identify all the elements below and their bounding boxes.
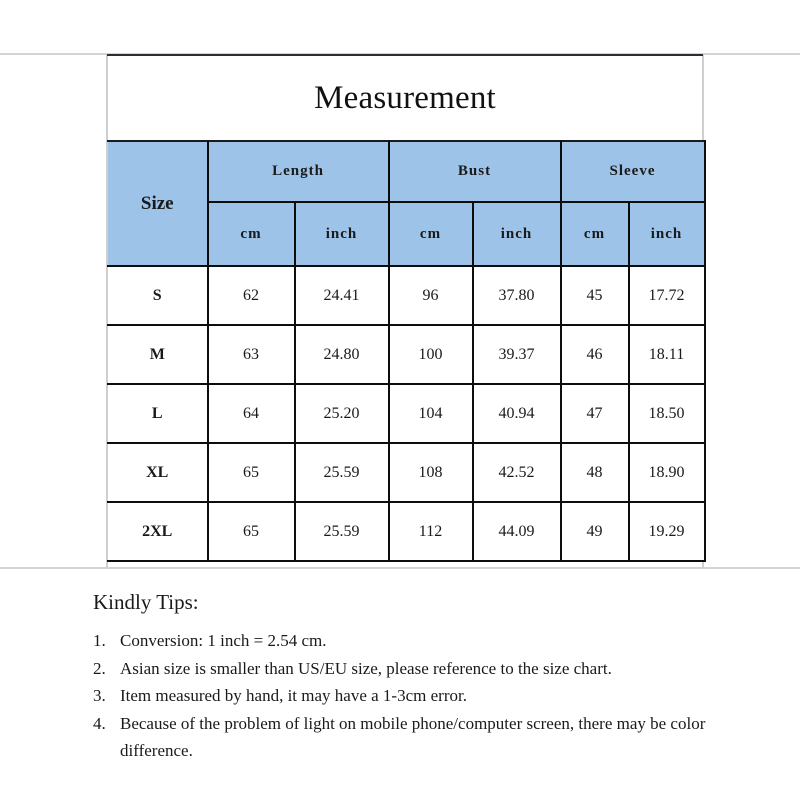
sleeve-cm-cell: 48 <box>561 443 629 502</box>
sleeve-inch-cell: 17.72 <box>629 266 705 325</box>
title-box <box>107 54 703 140</box>
bottom-divider <box>0 567 800 569</box>
page-title: Measurement <box>314 79 496 116</box>
size-chart-table <box>107 140 706 562</box>
length-cm-cell: 63 <box>208 325 295 384</box>
header-sleeve-inch: inch <box>629 202 705 266</box>
header-row-groups <box>108 141 705 202</box>
bust-cm-cell: 108 <box>389 443 473 502</box>
length-cm-cell: 65 <box>208 502 295 561</box>
bust-inch-cell: 44.09 <box>473 502 561 561</box>
tip-item <box>93 655 773 683</box>
header-bust: Bust <box>389 141 561 202</box>
tip-text: Asian size is smaller than US/EU size, please reference to the size chart. <box>120 658 612 678</box>
length-inch-cell: 24.80 <box>295 325 389 384</box>
sleeve-inch-cell: 18.50 <box>629 384 705 443</box>
tip-number: 2. <box>93 658 106 678</box>
sleeve-inch-cell: 18.90 <box>629 443 705 502</box>
tip-number: 1. <box>93 631 106 650</box>
header-bust-cm: cm <box>389 202 473 266</box>
bust-cm-cell: 112 <box>389 502 473 561</box>
tip-item <box>93 627 773 655</box>
sleeve-cm-cell: 49 <box>561 502 629 561</box>
tip-number: 4. <box>93 713 106 733</box>
size-cell: S <box>108 266 208 325</box>
kindly-tips <box>93 590 773 765</box>
header-sleeve-cm: cm <box>561 202 629 266</box>
table-row <box>108 325 705 384</box>
header-bust-inch: inch <box>473 202 561 266</box>
sleeve-inch-cell: 19.29 <box>629 502 705 561</box>
size-cell: L <box>108 384 208 443</box>
sleeve-cm-cell: 46 <box>561 325 629 384</box>
sleeve-cm-cell: 47 <box>561 384 629 443</box>
bust-cm-cell: 104 <box>389 384 473 443</box>
length-inch-cell: 25.59 <box>295 502 389 561</box>
size-cell: XL <box>108 443 208 502</box>
sleeve-inch-cell: 18.11 <box>629 325 705 384</box>
length-cm-cell: 64 <box>208 384 295 443</box>
table-row <box>108 502 705 561</box>
header-length: Length <box>208 141 389 202</box>
tip-item <box>93 710 773 765</box>
bust-inch-cell: 42.52 <box>473 443 561 502</box>
tip-number: 3. <box>93 686 106 705</box>
length-inch-cell: 24.41 <box>295 266 389 325</box>
table-row <box>108 384 705 443</box>
tip-text: Item measured by hand, it may have a 1-3cm error. <box>120 686 467 705</box>
bust-inch-cell: 40.94 <box>473 384 561 443</box>
header-size: Size <box>108 141 208 266</box>
header-length-cm: cm <box>208 202 295 266</box>
tips-list <box>93 627 773 765</box>
bust-cm-cell: 96 <box>389 266 473 325</box>
header-sleeve: Sleeve <box>561 141 705 202</box>
size-cell: M <box>108 325 208 384</box>
length-inch-cell: 25.59 <box>295 443 389 502</box>
length-cm-cell: 62 <box>208 266 295 325</box>
sleeve-cm-cell: 45 <box>561 266 629 325</box>
length-inch-cell: 25.20 <box>295 384 389 443</box>
header-length-inch: inch <box>295 202 389 266</box>
tip-item <box>93 682 773 710</box>
tips-title: Kindly Tips: <box>93 590 199 614</box>
bust-cm-cell: 100 <box>389 325 473 384</box>
tip-text: Conversion: 1 inch = 2.54 cm. <box>120 631 327 650</box>
tip-text: Because of the problem of light on mobile phone/computer screen, there may be color difference. <box>120 713 706 760</box>
bust-inch-cell: 39.37 <box>473 325 561 384</box>
size-cell: 2XL <box>108 502 208 561</box>
bust-inch-cell: 37.80 <box>473 266 561 325</box>
table-row <box>108 443 705 502</box>
table-row <box>108 266 705 325</box>
length-cm-cell: 65 <box>208 443 295 502</box>
